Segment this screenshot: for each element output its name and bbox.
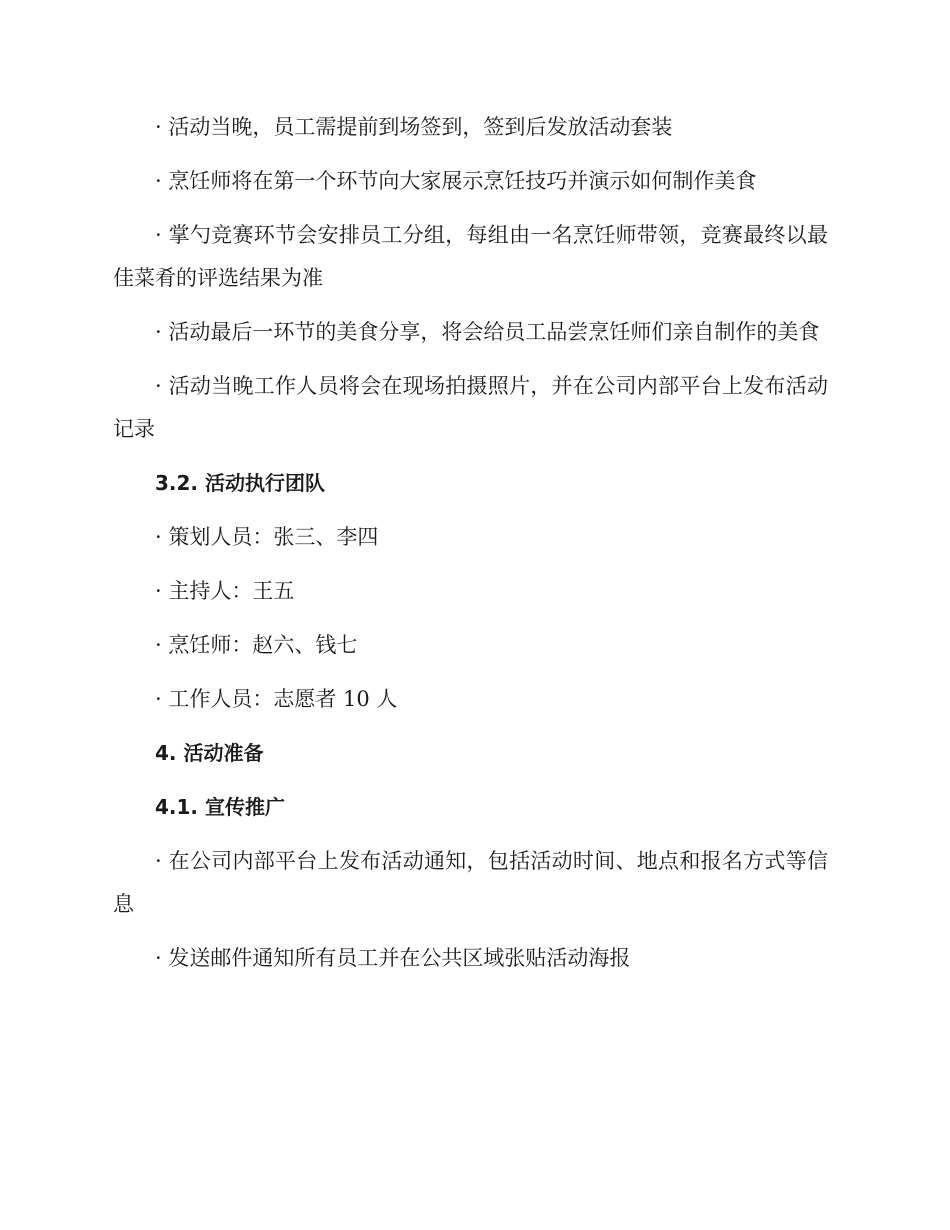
bullet-staff: · 工作人员：志愿者 10 人: [155, 687, 398, 711]
section-heading-4-1: 4.1. 宣传推广: [155, 795, 285, 819]
document-body: [113, 106, 828, 991]
bullet-email-poster: · 发送邮件通知所有员工并在公共区域张贴活动海报: [155, 946, 631, 970]
bullet-food-sharing: · 活动最后一环节的美食分享，将会给员工品尝烹饪师们亲自制作的美食: [155, 320, 820, 344]
bullet-planners: · 策划人员：张三、李四: [155, 525, 379, 549]
bullet-internal-notice: · 在公司内部平台上发布活动通知，包括活动时间、地点和报名方式等信息: [113, 849, 828, 916]
bullet-cooking-contest: · 掌勺竞赛环节会安排员工分组，每组由一名烹饪师带领，竞赛最终以最佳菜肴的评选结果为准: [113, 223, 828, 290]
bullet-photo-record: · 活动当晚工作人员将会在现场拍摄照片，并在公司内部平台上发布活动记录: [113, 374, 828, 441]
bullet-checkin: · 活动当晚，员工需提前到场签到，签到后发放活动套装: [155, 115, 673, 139]
section-heading-4: 4. 活动准备: [155, 741, 264, 765]
section-heading-3-2: 3.2. 活动执行团队: [155, 471, 325, 495]
bullet-host: · 主持人：王五: [155, 579, 295, 603]
bullet-chefs: · 烹饪师：赵六、钱七: [155, 633, 358, 657]
bullet-cooking-demo: · 烹饪师将在第一个环节向大家展示烹饪技巧并演示如何制作美食: [155, 169, 757, 193]
